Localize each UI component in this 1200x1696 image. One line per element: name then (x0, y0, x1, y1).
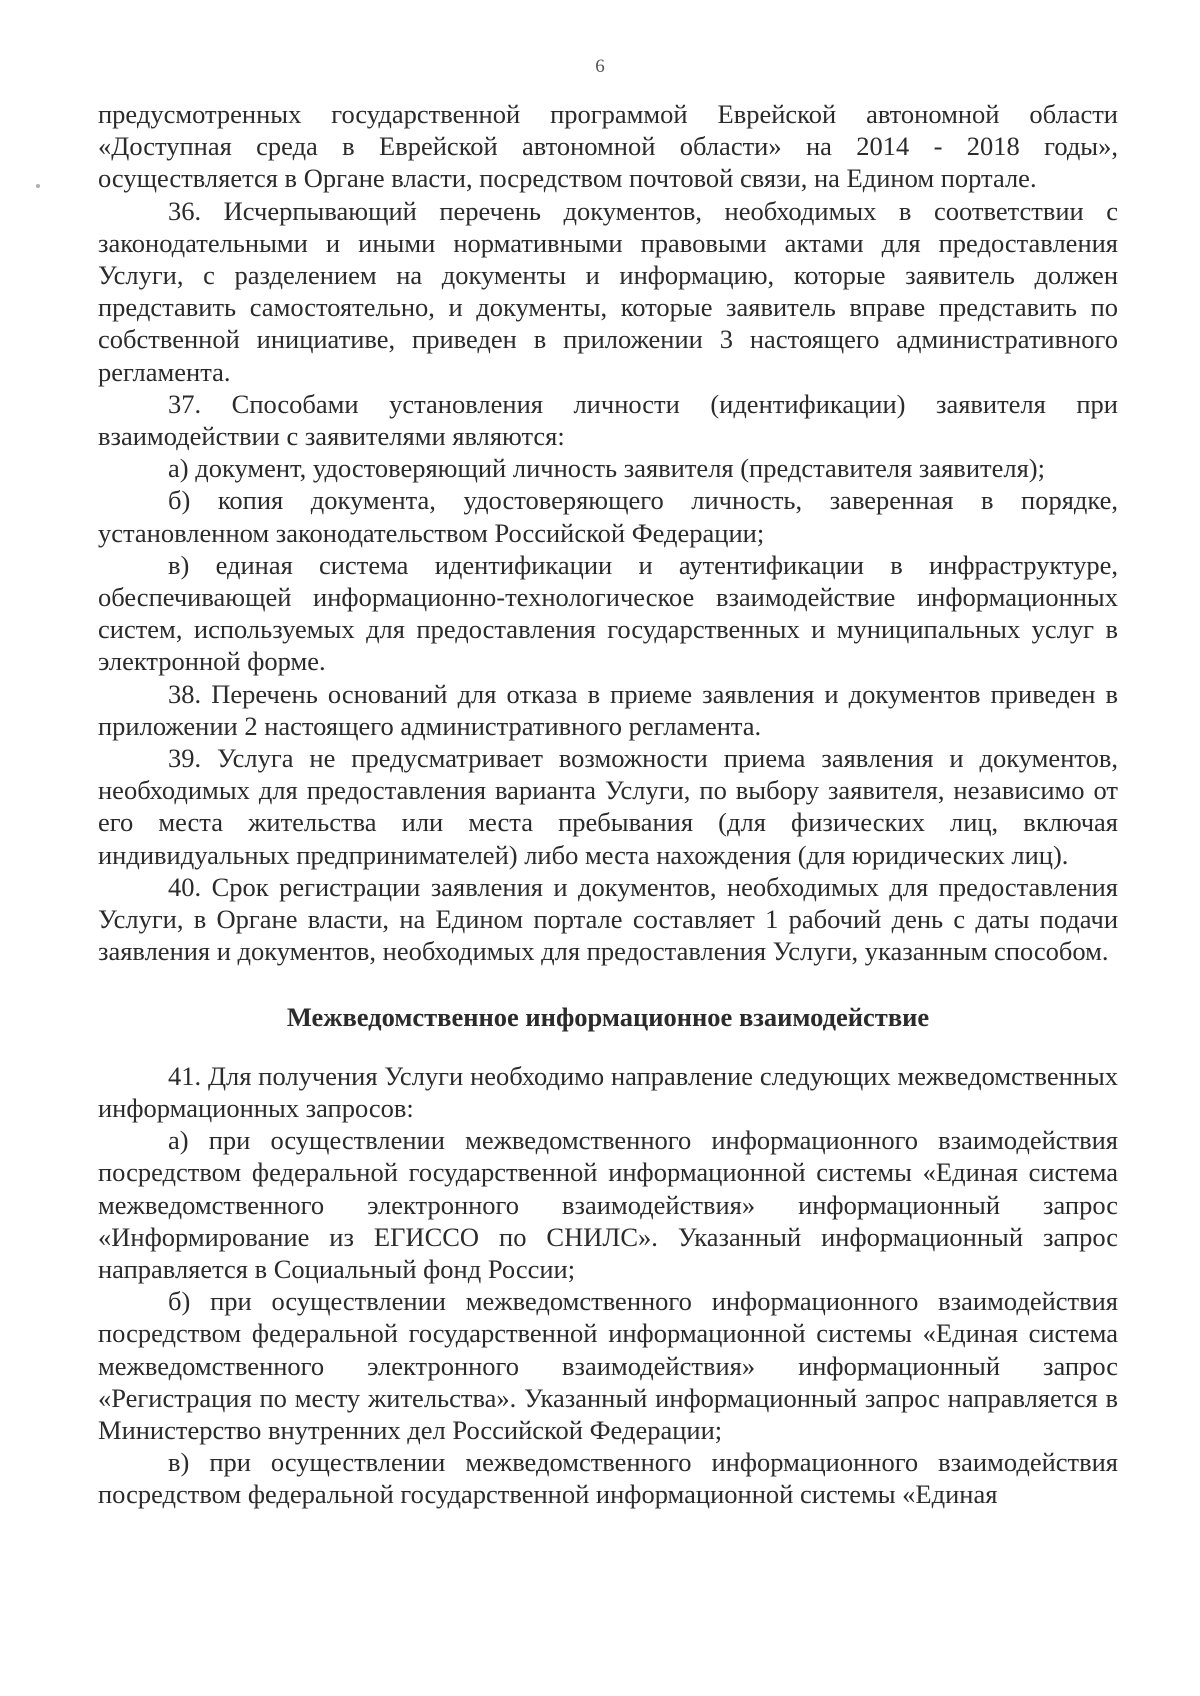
page-number: 6 (595, 56, 605, 77)
paragraph-41-c: в) при осуществлении межведомственного информационного взаимодействия посредством федеральной государственной информационной системы «Единая (98, 1447, 1118, 1510)
section-heading: Межведомственное информационное взаимодействие (286, 1002, 930, 1033)
document-body (98, 98, 1118, 1511)
paragraph-38: 38. Перечень оснований для отказа в приеме заявления и документов приведен в приложении 2 настоящего административного регламента. (98, 678, 1118, 741)
paragraph-39: 39. Услуга не предусматривает возможности приема заявления и документов, необходимых для предоставления варианта Услуги, по выбору заявителя, независимо от его места жительства или места пребывания (для физических лиц, включая индивидуальных предпринимателей) либо места нахождения (для юридических лиц). (98, 743, 1118, 870)
paragraph-41-a: а) при осуществлении межведомственного информационного взаимодействия посредством федеральной государственной информационной системы «Единая система межведомственного электронного взаимодействия» информационный запрос «Информирование из ЕГИССО по СНИЛС». Указанный информационный запрос направляется в Социальный фонд России; (98, 1125, 1118, 1284)
paragraph-37-a: а) документ, удостоверяющий личность заявителя (представителя заявителя); (168, 453, 1045, 484)
paragraph-40: 40. Срок регистрации заявления и документов, необходимых для предоставления Услуги, в Органе власти, на Едином портале составляет 1 рабочий день с даты подачи заявления и документов, необходимых для предоставления Услуги, указанным способом. (98, 871, 1118, 967)
paragraph-36: 36. Исчерпывающий перечень документов, необходимых в соответствии с законодательными и иными нормативными правовыми актами для предоставления Услуги, с разделением на документы и информацию, которые заявитель должен представить самостоятельно, и документы, которые заявитель вправе представить по собственной инициативе, приведен в приложении 3 настоящего административного регламента. (98, 195, 1118, 387)
paragraph-continuation: предусмотренных государственной программой Еврейской автономной области «Доступная среда в Еврейской автономной области» на 2014 - 2018 годы», осуществляется в Органе власти, посредством почтовой связи, на Едином портале. (98, 99, 1118, 194)
paragraph-41-b: б) при осуществлении межведомственного информационного взаимодействия посредством федеральной государственной информационной системы «Единая система межведомственного электронного взаимодействия» информационный запрос «Регистрация по месту жительства». Указанный информационный запрос направляется в Министерство внутренних дел Российской Федерации; (98, 1286, 1118, 1445)
paragraph-37-b: б) копия документа, удостоверяющего личность, заверенная в порядке, установленном законодательством Российской Федерации; (98, 485, 1118, 548)
scan-dot-mark (36, 184, 40, 188)
paragraph-37: 37. Способами установления личности (идентификации) заявителя при взаимодействии с заявителями являются: (98, 388, 1118, 452)
paragraph-41: 41. Для получения Услуги необходимо направление следующих межведомственных информационных запросов: (98, 1060, 1118, 1123)
paragraph-37-c: в) единая система идентификации и аутентификации в инфраструктуре, обеспечивающей информационно-технологическое взаимодействие информационных систем, используемых для предоставления государственных и муниципальных услуг в электронной форме. (98, 549, 1118, 677)
